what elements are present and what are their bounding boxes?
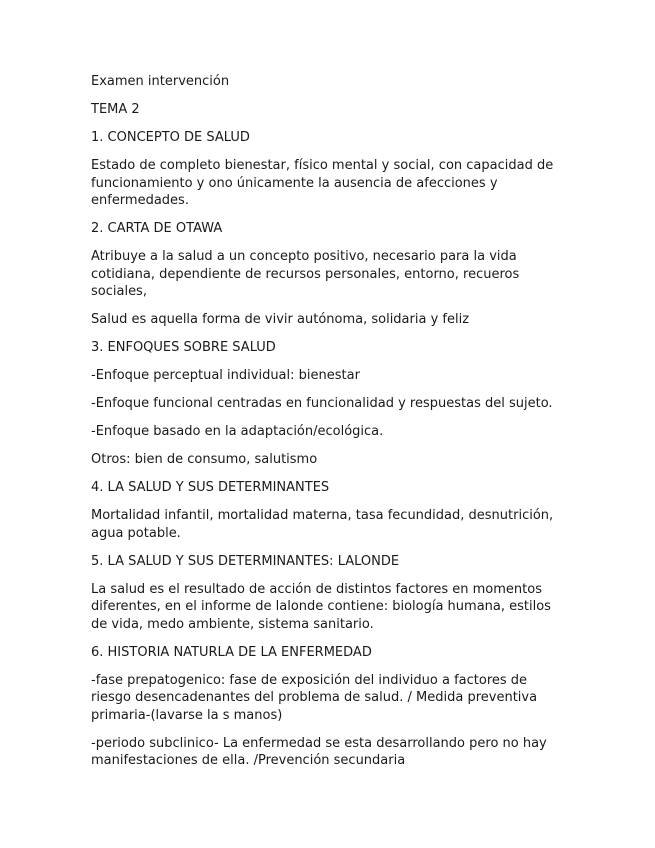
paragraph-definicion-salud: Estado de completo bienestar, físico mental y social, con capacidad de funcionamiento y ono únicamente la ausencia de afecciones y enfermedades. (91, 158, 554, 208)
list-item-fase-prepatogenico: -fase prepatogenico: fase de exposición del individuo a factores de riesgo desencadenantes del problema de salud. / Medida preventiva primaria-(lavarse la s manos) (91, 672, 538, 723)
paragraph-carta-otawa: Atribuye a la salud a un concepto positivo, necesario para la vida cotidiana, dependiente de recursos personales, entorno, recueros sociales, (91, 249, 520, 299)
section-heading-lalonde: 5. LA SALUD Y SUS DETERMINANTES: LALONDE (91, 553, 400, 569)
section-heading-concepto-de-salud: 1. CONCEPTO DE SALUD (91, 130, 250, 145)
paragraph-lalonde: La salud es el resultado de acción de distintos factores en momentos diferentes, en el informe de lalonde contiene: biología humana, estilos de vida, medo ambiente, sistema sanitario. (91, 581, 551, 632)
list-item-enfoque-perceptual: -Enfoque perceptual individual: bienestar (91, 368, 360, 383)
paragraph-otros-enfoques: Otros: bien de consumo, salutismo (91, 452, 318, 467)
topic-heading: TEMA 2 (91, 102, 140, 117)
paragraph-salud-forma-de-vivir: Salud es aquella forma de vivir autónoma, solidaria y feliz (91, 312, 470, 327)
paragraph-indicadores: Mortalidad infantil, mortalidad materna, tasa fecundidad, desnutrición, agua potable. (91, 508, 554, 541)
section-heading-enfoques-sobre-salud: 3. ENFOQUES SOBRE SALUD (91, 340, 276, 355)
list-item-enfoque-funcional: -Enfoque funcional centradas en funcionalidad y respuestas del sujeto. (91, 396, 553, 411)
list-item-enfoque-adaptacion: -Enfoque basado en la adaptación/ecológica. (91, 424, 384, 439)
section-heading-determinantes: 4. LA SALUD Y SUS DETERMINANTES (91, 480, 330, 495)
document-body (91, 73, 561, 780)
section-heading-carta-de-otawa: 2. CARTA DE OTAWA (91, 221, 223, 236)
document-title: Examen intervención (91, 74, 230, 89)
list-item-periodo-subclinico: -periodo subclinico- La enfermedad se esta desarrollando pero no hay manifestaciones de ella. /Prevención secundaria (91, 735, 547, 768)
section-heading-historia-natural: 6. HISTORIA NATURLA DE LA ENFERMEDAD (91, 644, 372, 660)
